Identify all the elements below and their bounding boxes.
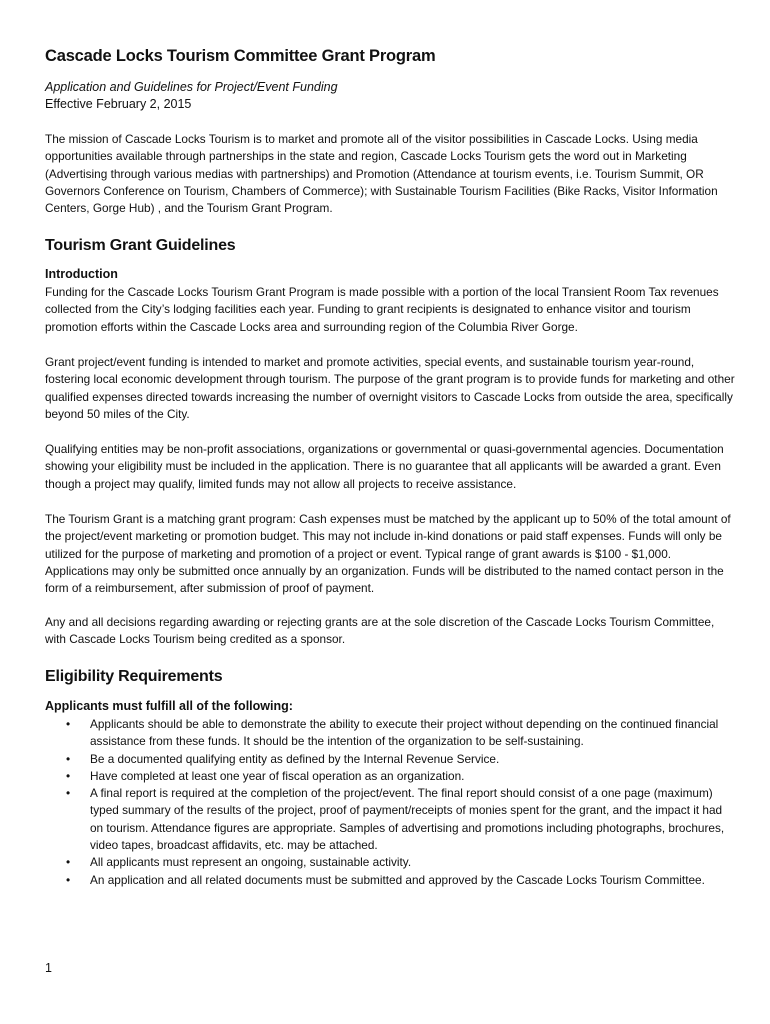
document-title: Cascade Locks Tourism Committee Grant Program [45,47,436,65]
eligibility-heading: Eligibility Requirements [45,668,223,685]
mission-paragraph: The mission of Cascade Locks Tourism is to market and promote all of the visitor possibilities in Cascade Locks. Using media opportunities available through partnerships in the state and region, Cascade Locks Tourism gets the word out in Marketing (Advertising through various medias with partnerships) and Promotion (Attendance at tourism events, i.e. Tourism Summit, OR Governors Conference on Tourism, Chambers of Commerce); with Sustainable Tourism Facilities (Bike Racks, Visitor Information Centers, Gorge Hub) , and the Tourism Grant Program. [45,132,718,216]
list-item-text: All applicants must represent an ongoing, sustainable activity. [90,855,412,870]
guidelines-heading: Tourism Grant Guidelines [45,237,236,254]
eligibility-subheading: Applicants must fulfill all of the following: [45,699,293,713]
list-item-text: An application and all related documents must be submitted and approved by the Cascade Locks Tourism Committee. [90,872,705,887]
effective-date: Effective February 2, 2015 [45,97,192,111]
guidelines-paragraph-matching: The Tourism Grant is a matching grant program: Cash expenses must be matched by the applicant up to 50% of the total amount of the project/event marketing or promotion budget. This may not include in-kind donations or paid staff expenses. Funds will only be utilized for the purpose of marketing and promotion of a project or event. Typical range of grant awards is $100 - $1,000. Applications may only be submitted once annually by an organization. Funds will be distributed to the named contact person in the form of a reimbursement, after submission of proof of payment. [45,512,731,596]
bullet-icon: • [66,751,71,766]
list-item [45,854,735,871]
list-item-text: Applicants should be able to demonstrate the ability to execute their project without depending on the continued financial assistance from these funds. It should be the intention of the organization to be self-sustaining. [90,717,719,749]
guidelines-paragraph-qualifying: Qualifying entities may be non-profit associations, organizations or governmental or quasi-governmental agencies. Documentation showing your eligibility must be included in the application. There is no guarantee that all applicants will be awarded a grant. Even though a project may qualify, limited funds may not allow all projects to receive assistance. [45,442,724,491]
bullet-icon: • [66,717,71,731]
list-item [45,872,735,889]
document-subtitle: Application and Guidelines for Project/Event Funding [45,80,338,94]
guidelines-paragraph-funding: Funding for the Cascade Locks Tourism Grant Program is made possible with a portion of the local Transient Room Tax revenues collected from the City’s lodging facilities each year. Funding to grant recipients is designated to enhance visitor and tourism promotion efforts within the Cascade Locks area and surrounding region of the Columbia River Gorge. [45,285,719,334]
list-item [45,751,735,768]
bullet-icon: • [66,768,71,783]
list-item-text: A final report is required at the completion of the project/event. The final report should consist of a one page (maximum) typed summary of the results of the project, proof of payment/receipts of monies spent for the grant, and the impact it had on tourism. Attendance figures are appropriate. Samples of advertising and promotions including photographs, brochures, video tapes, broadcast affidavits, etc. may be attached. [90,786,725,853]
eligibility-list [45,716,735,889]
guidelines-paragraph-purpose: Grant project/event funding is intended to market and promote activities, special events, and sustainable tourism year-round, fostering local economic development through tourism. The purpose of the grant program is to provide funds for marketing and other qualified expenses directed towards increasing the number of overnight visitors to Cascade Locks from outside the area, specifically beyond 50 miles of the City. [45,355,735,421]
list-item-text: Be a documented qualifying entity as defined by the Internal Revenue Service. [90,751,500,766]
page-number: 1 [45,961,52,975]
bullet-icon: • [66,855,71,870]
guidelines-paragraph-decisions: Any and all decisions regarding awarding or rejecting grants are at the sole discretion of the Cascade Locks Tourism Committee, with Cascade Locks Tourism being credited as a sponsor. [45,615,715,647]
bullet-icon: • [66,786,71,801]
list-item [45,785,735,854]
introduction-heading: Introduction [45,267,118,281]
list-item [45,768,735,785]
list-item [45,716,735,751]
bullet-icon: • [66,872,71,887]
list-item-text: Have completed at least one year of fiscal operation as an organization. [90,768,465,783]
